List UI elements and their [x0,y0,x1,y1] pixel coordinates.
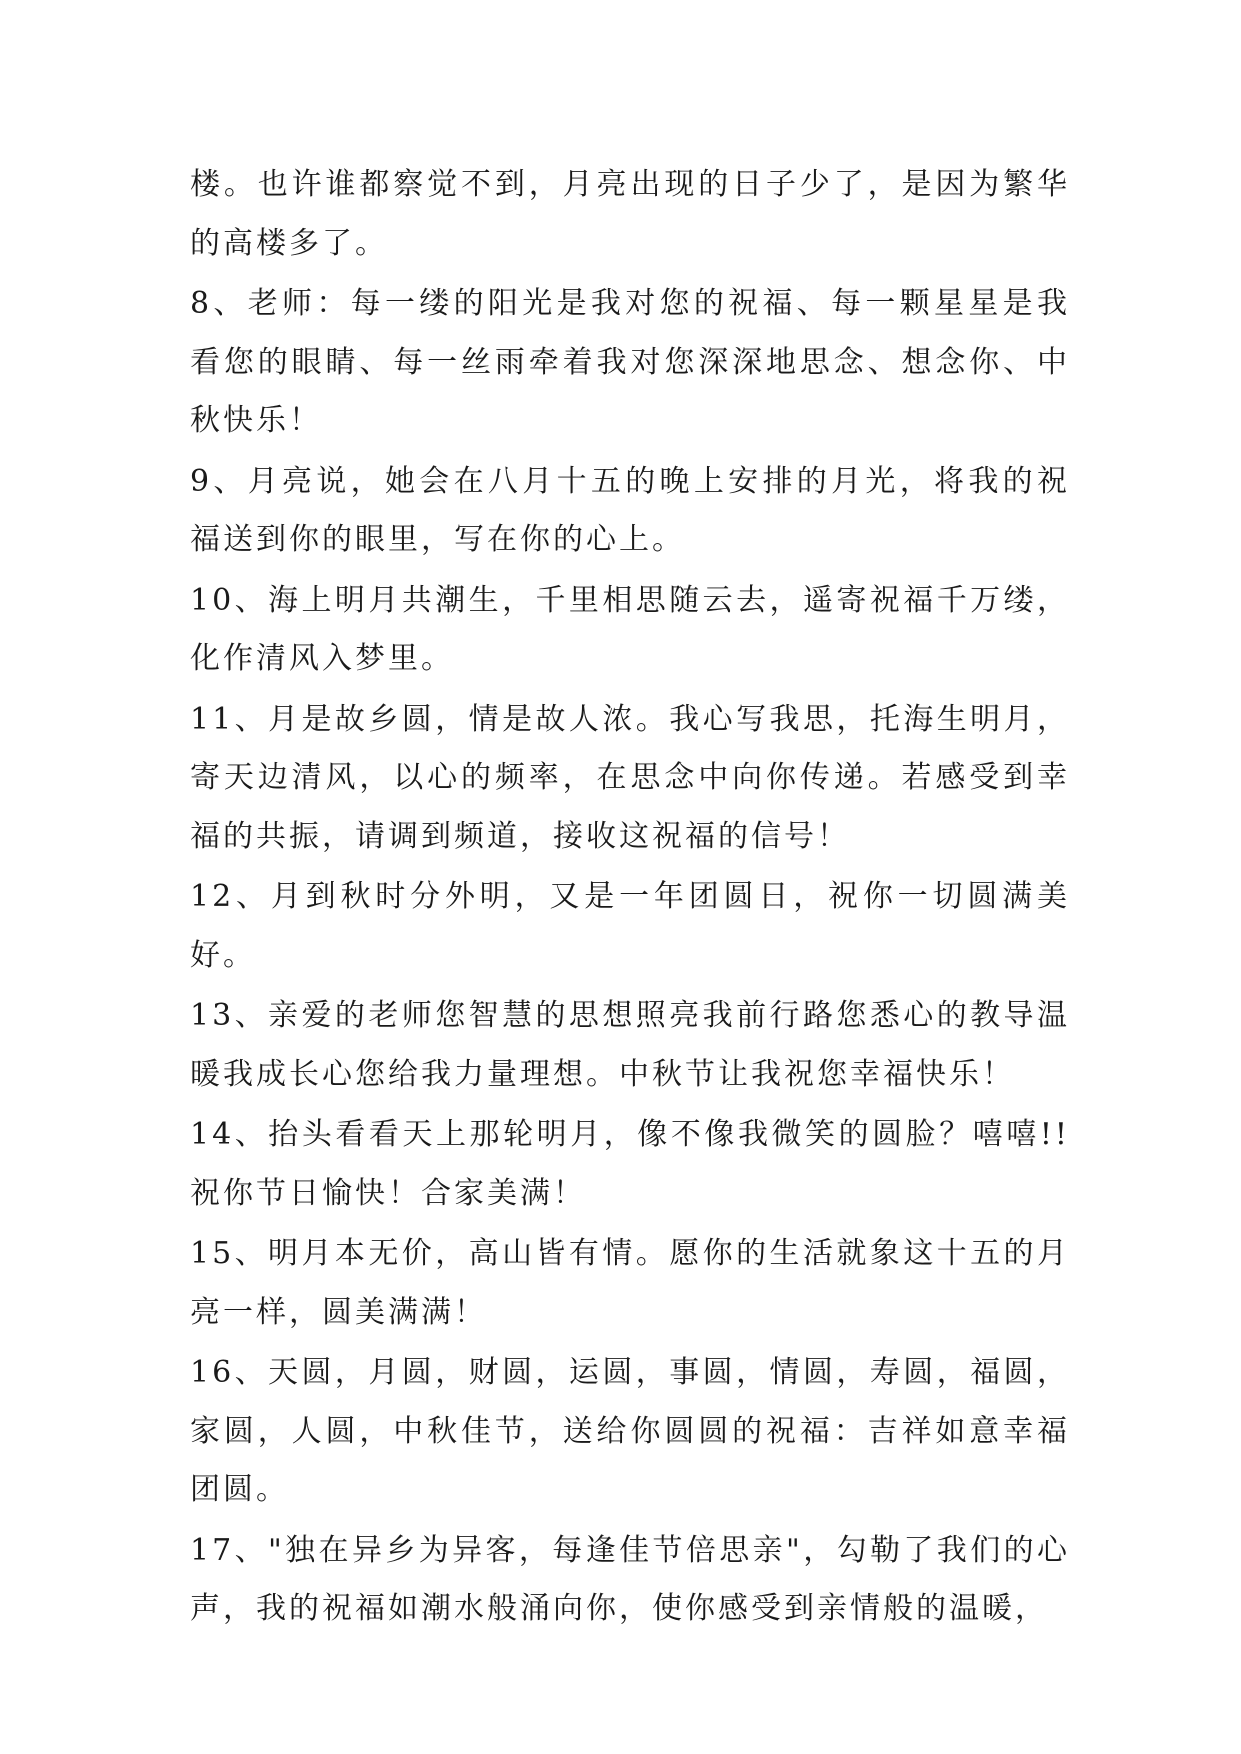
document-body [190,156,1070,1641]
paragraph-item-11: 11、月是故乡圆，情是故人浓。我心写我思，托海生明月，寄天边清风，以心的频率，在思念中向你传递。若感受到幸福的共振，请调到频道，接收这祝福的信号！ [190,701,1070,854]
paragraph-item-13: 13、亲爱的老师您智慧的思想照亮我前行路您悉心的教导温暖我成长心您给我力量理想。中秋节让我祝您幸福快乐！ [190,998,1070,1092]
paragraph-item-12: 12、月到秋时分外明，又是一年团圆日，祝你一切圆满美好。 [190,879,1070,973]
paragraph-item-16: 16、天圆，月圆，财圆，运圆，事圆，情圆，寿圆，福圆，家圆，人圆，中秋佳节，送给你圆圆的祝福：吉祥如意幸福团圆。 [190,1355,1070,1507]
paragraph-item-15: 15、明月本无价，高山皆有情。愿你的生活就象这十五的月亮一样，圆美满满！ [190,1236,1070,1330]
paragraph-item-9: 9、月亮说，她会在八月十五的晚上安排的月光，将我的祝福送到你的眼里，写在你的心上。 [190,463,1070,557]
paragraph-continuation: 楼。也许谁都察觉不到，月亮出现的日子少了，是因为繁华的高楼多了。 [190,167,1070,261]
paragraph-item-10: 10、海上明月共潮生，千里相思随云去，遥寄祝福千万缕，化作清风入梦里。 [190,582,1070,676]
paragraph-item-17: 17、"独在异乡为异客，每逢佳节倍思亲"，勾勒了我们的心声，我的祝福如潮水般涌向你，使你感受到亲情般的温暖， [190,1532,1070,1626]
paragraph-item-8: 8、老师：每一缕的阳光是我对您的祝福、每一颗星星是我看您的眼睛、每一丝雨牵着我对您深深地思念、想念你、中秋快乐！ [190,286,1070,438]
paragraph-item-14: 14、抬头看看天上那轮明月，像不像我微笑的圆脸？嘻嘻!!祝你节日愉快！合家美满！ [190,1117,1070,1211]
